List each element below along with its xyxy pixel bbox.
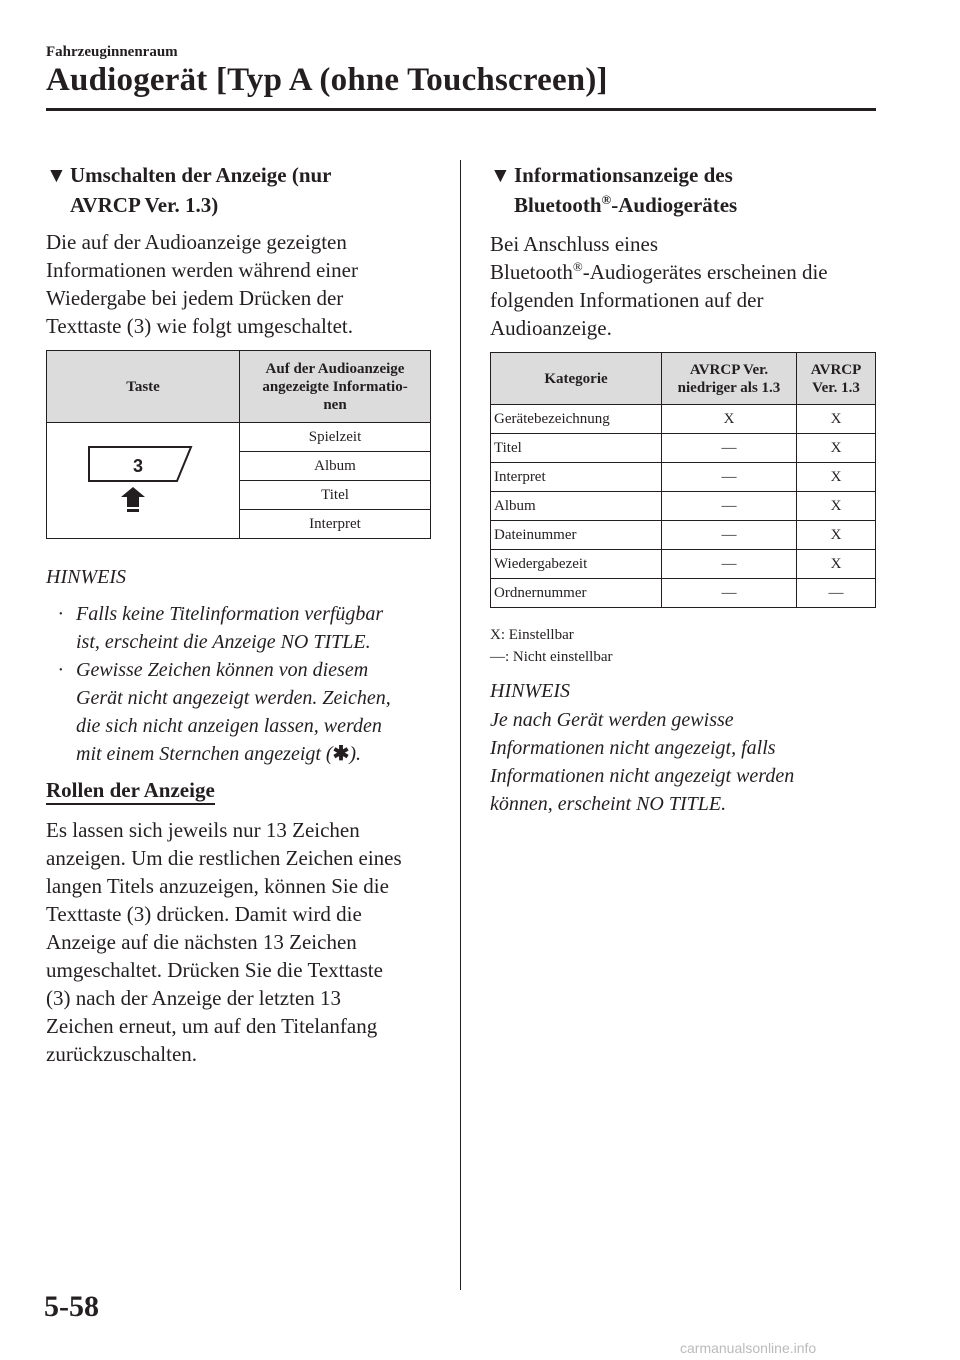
header-rule	[46, 108, 876, 111]
intro-paragraph: Die auf der Audioanzeige gezeigten Informationen werden während einer Wiedergabe bei jedem Drücken der Texttaste (3) wie folgt umgeschaltet.	[46, 230, 358, 338]
note-heading: HINWEIS	[46, 566, 126, 588]
info-row: Spielzeit	[240, 423, 431, 452]
note-item: · Falls keine Titelinformation verfügbar ist, erscheint die Anzeige NO TITLE.	[46, 600, 446, 656]
table-header-category: Kategorie	[491, 353, 662, 405]
key-illustration-cell	[47, 423, 240, 539]
note-list	[46, 600, 446, 768]
key-table-header-key: Taste	[47, 351, 240, 423]
page-number: 5-58	[44, 1290, 99, 1323]
text-key-3-icon	[83, 443, 203, 513]
info-row: Interpret	[240, 510, 431, 539]
asterisk-icon: ✱	[332, 743, 350, 765]
info-row: Album	[240, 452, 431, 481]
subheading-scroll: Rollen der Anzeige	[46, 778, 215, 803]
note-heading-right: HINWEIS	[490, 680, 570, 702]
column-divider	[460, 160, 461, 1290]
section-heading-bluetooth: ▼ Informationsanzeige des Bluetooth®-Audiogerätes	[490, 160, 737, 220]
table-row: Wiedergabezeit — X	[491, 550, 876, 579]
bullet-icon: ·	[58, 659, 63, 681]
table-row: Ordnernummer — —	[491, 579, 876, 608]
page-title: Audiogerät [Typ A (ohne Touchscreen)]	[46, 62, 608, 98]
key-number: 3	[133, 456, 144, 476]
bluetooth-info-table	[490, 352, 876, 608]
note-item: · Gewisse Zeichen können von diesem Gerät nicht angezeigt werden. Zeichen, die sich nicht anzeigen lassen, werden mit einem Sternchen angezeigt (✱).	[46, 656, 446, 768]
triangle-down-icon: ▼	[490, 163, 511, 187]
table-header-avrcp-13: AVRCP Ver. 1.3	[797, 353, 876, 405]
table-row: Titel — X	[491, 434, 876, 463]
key-table-header-info: Auf der Audioanzeige angezeigte Informatio- nen	[240, 351, 431, 423]
note-right: Je nach Gerät werden gewisse Informationen nicht angezeigt, falls Informationen nicht angezeigt werden können, erscheint NO TITLE.	[490, 709, 795, 815]
table-row: Gerätebezeichnung X X	[491, 405, 876, 434]
table-header-avrcp-low: AVRCP Ver. niedriger als 1.3	[662, 353, 797, 405]
chapter-label: Fahrzeuginnenraum	[46, 44, 178, 60]
triangle-down-icon: ▼	[46, 163, 67, 187]
section-heading-display: ▼ Umschalten der Anzeige (nur AVRCP Ver. 1.3)	[46, 160, 332, 220]
table-row: Interpret — X	[491, 463, 876, 492]
table-legend: X: Einstellbar —: Nicht einstellbar	[490, 627, 613, 665]
scroll-paragraph: Es lassen sich jeweils nur 13 Zeichen anzeigen. Um die restlichen Zeichen eines langen Titels anzuzeigen, können Sie die Texttaste (3) drücken. Damit wird die Anzeige auf die nächsten 13 Zeichen umgeschaltet. Drücken Sie die Texttaste (3) nach der Anzeige der letzten 13 Zeichen erneut, um auf den Titelanfang zurückzuschalten.	[46, 818, 402, 1066]
table-row: Album — X	[491, 492, 876, 521]
bullet-icon: ·	[58, 603, 63, 625]
watermark: carmanualsonline.info	[680, 1340, 817, 1356]
table-row: Dateinummer — X	[491, 521, 876, 550]
bluetooth-paragraph: Bei Anschluss eines Bluetooth®-Audiogerätes erscheinen die folgenden Informationen auf der Audioanzeige.	[490, 232, 828, 340]
info-row: Titel	[240, 481, 431, 510]
key-table	[46, 350, 431, 539]
